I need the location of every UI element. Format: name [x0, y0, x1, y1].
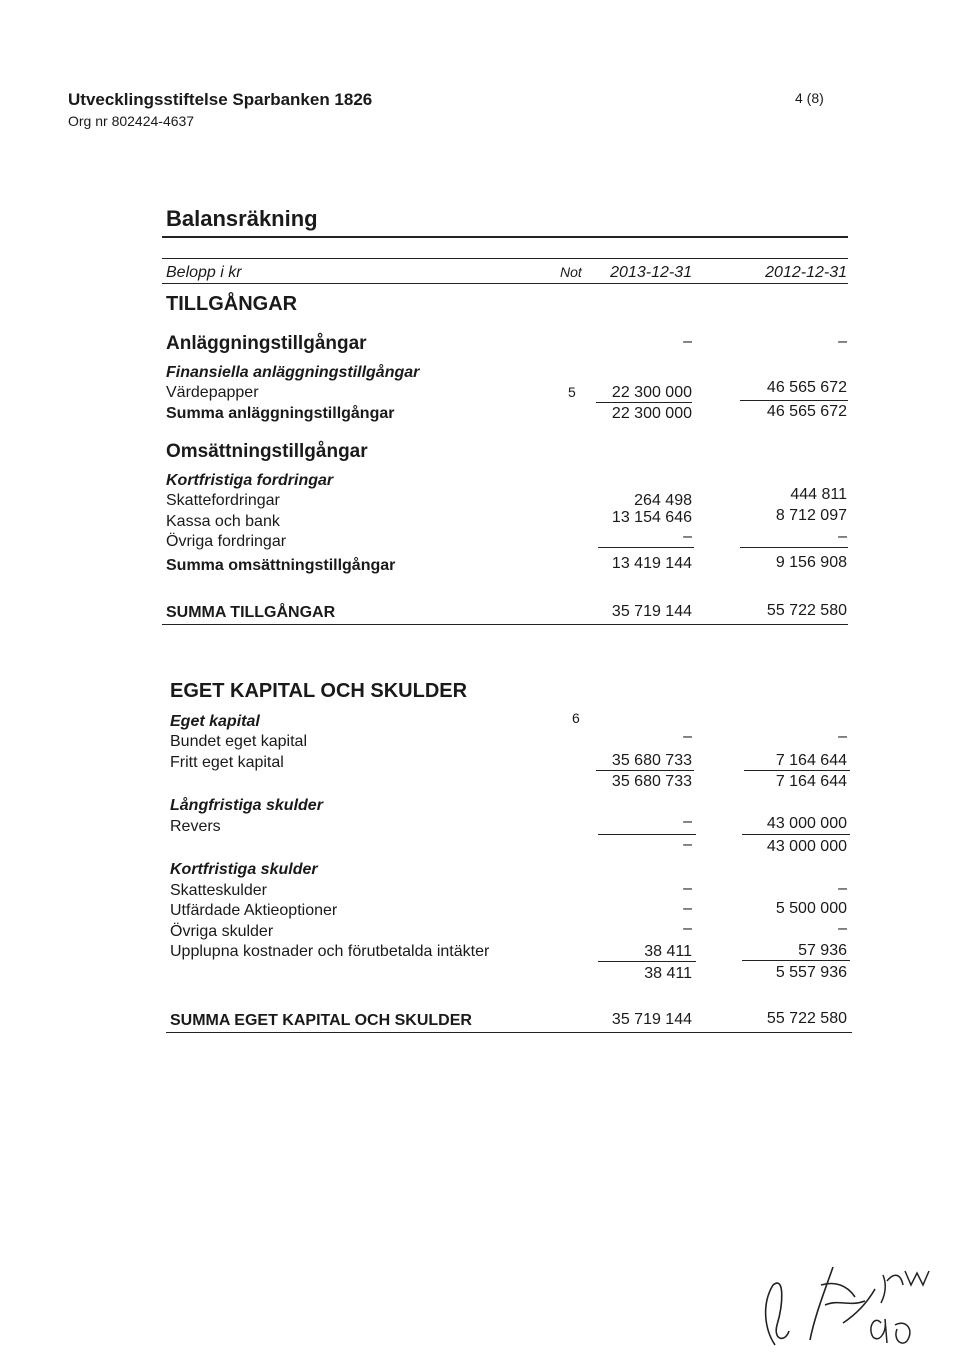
- column-label-belopp: Belopp i kr: [166, 264, 242, 281]
- subtotal-rule: [596, 770, 694, 771]
- sum-langfristiga-2013: –: [683, 836, 692, 853]
- sum-anlaggning-2012: 46 565 672: [766, 403, 847, 420]
- note-ref-5: 5: [568, 384, 576, 400]
- bundet-eget-kapital-2012: –: [838, 728, 847, 745]
- utfardade-aktieoptioner-2012: 5 500 000: [775, 900, 847, 917]
- handwritten-signatures: [755, 1245, 945, 1350]
- subtotal-rule: [740, 547, 848, 548]
- bundet-eget-kapital-2013: –: [683, 728, 692, 745]
- anlaggning-dash-2013: –: [683, 333, 692, 350]
- section-heading-eget-kapital-och-skulder: EGET KAPITAL OCH SKULDER: [170, 680, 468, 702]
- skatteskulder-2013: –: [683, 880, 692, 897]
- row-label-vardepapper: Värdepapper: [166, 384, 259, 401]
- fritt-eget-kapital-2012: 7 164 644: [775, 752, 847, 769]
- row-label-fritt-eget-kapital: Fritt eget kapital: [170, 754, 284, 771]
- row-label-skattefordringar: Skattefordringar: [166, 492, 280, 509]
- revers-2013: –: [683, 813, 692, 830]
- row-label-bundet-eget-kapital: Bundet eget kapital: [170, 733, 307, 750]
- subheading-finansiella: Finansiella anläggningstillgångar: [166, 364, 420, 381]
- ovriga-fordringar-2012: –: [838, 528, 847, 545]
- row-label-ovriga-skulder: Övriga skulder: [170, 923, 274, 940]
- subheading-kortfristiga-fordringar: Kortfristiga fordringar: [166, 472, 334, 489]
- column-label-2012: 2012-12-31: [765, 264, 847, 281]
- upplupna-kostnader-2012: 57 936: [798, 942, 847, 959]
- revers-2012: 43 000 000: [766, 815, 847, 832]
- total-rule: [166, 1032, 852, 1033]
- organization-name: Utvecklingsstiftelse Sparbanken 1826: [68, 90, 373, 109]
- skattefordringar-2012: 444 811: [790, 486, 847, 503]
- column-label-2013: 2013-12-31: [610, 264, 692, 281]
- subheading-langfristiga-skulder: Långfristiga skulder: [170, 797, 323, 814]
- total-tillgangar-2012: 55 722 580: [766, 602, 847, 619]
- skattefordringar-2013: 264 498: [634, 492, 692, 509]
- row-label-kassa-och-bank: Kassa och bank: [166, 513, 280, 530]
- skatteskulder-2012: –: [838, 880, 847, 897]
- sum-omsattning-2013: 13 419 144: [611, 555, 692, 572]
- page-title: Balansräkning: [166, 206, 318, 231]
- subtotal-rule: [744, 770, 850, 771]
- total-rule: [162, 624, 848, 625]
- subtotal-rule: [598, 547, 694, 548]
- total-label-tillgangar: SUMMA TILLGÅNGAR: [166, 604, 336, 621]
- ovriga-skulder-2012: –: [838, 920, 847, 937]
- sum-kortfristiga-2013: 38 411: [644, 965, 692, 982]
- sum-eget-kapital-2012: 7 164 644: [775, 773, 847, 790]
- utfardade-aktieoptioner-2013: –: [683, 900, 692, 917]
- organization-number: Org nr 802424-4637: [68, 113, 195, 129]
- subtotal-rule: [598, 961, 696, 962]
- note-ref-6: 6: [572, 710, 580, 726]
- total-label-eget-kapital-och-skulder: SUMMA EGET KAPITAL OCH SKULDER: [170, 1012, 472, 1029]
- heading-anlaggningstillgangar: Anläggningstillgångar: [166, 333, 367, 354]
- total-skulder-2012: 55 722 580: [766, 1010, 847, 1027]
- row-label-ovriga-fordringar: Övriga fordringar: [166, 533, 287, 550]
- section-heading-tillgangar: TILLGÅNGAR: [166, 293, 298, 315]
- row-label-upplupna-kostnader: Upplupna kostnader och förutbetalda intäkter: [170, 943, 490, 960]
- fritt-eget-kapital-2013: 35 680 733: [611, 752, 692, 769]
- sum-label-omsattning: Summa omsättningstillgångar: [166, 557, 396, 574]
- sum-kortfristiga-2012: 5 557 936: [775, 964, 847, 981]
- page-number: 4 (8): [795, 90, 824, 106]
- vardepapper-2012: 46 565 672: [766, 379, 847, 396]
- anlaggning-dash-2012: –: [838, 333, 847, 350]
- ovriga-skulder-2013: –: [683, 920, 692, 937]
- sum-omsattning-2012: 9 156 908: [775, 554, 847, 571]
- sum-label-anlaggning: Summa anläggningstillgångar: [166, 405, 395, 422]
- column-header-top-rule: [162, 258, 848, 259]
- subtotal-rule: [740, 400, 848, 401]
- total-tillgangar-2013: 35 719 144: [611, 603, 692, 620]
- column-header-bottom-rule: [162, 283, 848, 284]
- kassa-och-bank-2013: 13 154 646: [611, 509, 692, 526]
- upplupna-kostnader-2013: 38 411: [644, 943, 692, 960]
- heading-omsattningstillgangar: Omsättningstillgångar: [166, 441, 368, 462]
- sum-langfristiga-2012: 43 000 000: [766, 838, 847, 855]
- subtotal-rule: [596, 402, 692, 403]
- total-skulder-2013: 35 719 144: [611, 1011, 692, 1028]
- title-rule: [162, 236, 848, 238]
- row-label-utfardade-aktieoptioner: Utfärdade Aktieoptioner: [170, 902, 338, 919]
- subtotal-rule: [598, 834, 696, 835]
- ovriga-fordringar-2013: –: [683, 528, 692, 545]
- kassa-och-bank-2012: 8 712 097: [775, 507, 847, 524]
- subheading-eget-kapital: Eget kapital: [170, 713, 260, 730]
- row-label-skatteskulder: Skatteskulder: [170, 882, 267, 899]
- row-label-revers: Revers: [170, 818, 221, 835]
- vardepapper-2013: 22 300 000: [611, 384, 692, 401]
- subtotal-rule: [742, 960, 850, 961]
- subtotal-rule: [742, 834, 850, 835]
- sum-anlaggning-2013: 22 300 000: [611, 405, 692, 422]
- column-label-not: Not: [560, 264, 582, 280]
- sum-eget-kapital-2013: 35 680 733: [611, 773, 692, 790]
- subheading-kortfristiga-skulder: Kortfristiga skulder: [170, 861, 318, 878]
